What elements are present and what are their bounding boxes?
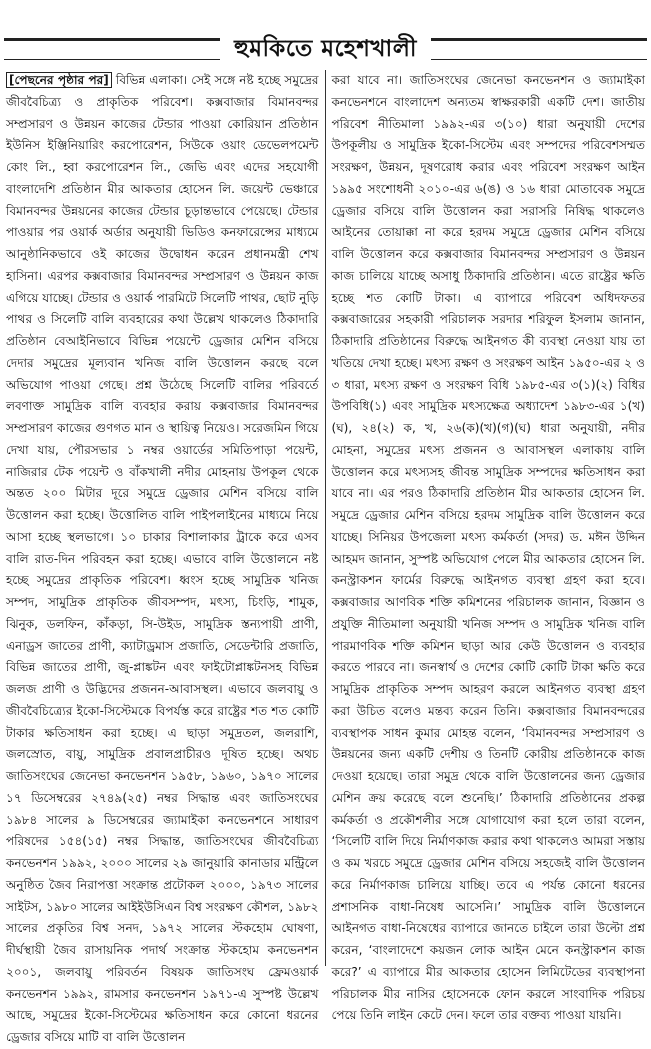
headline: হুমকিতে মহেশখালী bbox=[234, 35, 417, 62]
continued-from-label: [পেছনের পৃষ্ঠার পর] bbox=[6, 72, 112, 88]
article-column-right bbox=[326, 70, 646, 1023]
article-column-left bbox=[6, 70, 326, 1044]
article-body bbox=[6, 70, 645, 1044]
column-right-text: করা যাবে না। জাতিসংঘের জেনেভা কনভেনশন ও জ্যামাইকা কনভেনশনে বাংলাদেশ অন্যতম স্বাক্ষরকারী একটি দেশ। জাতীয় পরিবেশ নীতিমালা ১৯৯২-এর ৩(১০) ধারা অনুযায়ী দেশের উপকূলীয় ও সামুদ্রিক ইকো-সিস্টেম এবং সম্পদের পরিবেশসম্মত সংরক্ষণ, উন্নয়ন, দূষণরোধ করার এবং পরিবেশ সংরক্ষণ আইন ১৯৯৫ সংশোধনী ২০১০-এর ৬(ঙ) ও ১৬ ধারা মোতাবেক সমুদ্রে ড্রেজার বসিয়ে বালি উত্তোলন করা সরাসরি নিষিদ্ধ থাকলেও আইনের তোয়াক্কা না করে হরদম সমুদ্রে ড্রেজার মেশিন বসিয়ে বালি উত্তোলন করে কক্সবাজার বিমানবন্দর সম্প্রসারণ ও উন্নয়ন কাজ চালিয়ে যাচ্ছে অসাধু ঠিকাদারি প্রতিষ্ঠান। এতে রাষ্ট্রের ক্ষতি হচ্ছে শত কোটি টাকা। এ ব্যাপারে পরিবেশ অধিদফতর কক্সবাজারের সহকারী পরিচালক সরদার শরিফুল ইসলাম জানান, ঠিকাদারি প্রতিষ্ঠানের বিরুদ্ধে আইনগত কী ব্যবস্থা নেওয়া যায় তা খতিয়ে দেখা হচ্ছে। মৎস্য রক্ষণ ও সংরক্ষণ আইন ১৯৫০-এর ২ ও ৩ ধারা, মৎস্য রক্ষণ ও সংরক্ষণ বিধি ১৯৮৫-এর ৩(১)(২) বিধির উপবিধি(১) এবং সামুদ্রিক মৎস্যক্ষেত্র অধ্যাদেশ ১৯৮৩-এর ১(খ)(ঘ), ২৪(২) ক, খ, ২৬(ক)(খ)(গ)(ঘ) ধারা অনুযায়ী, নদীর মোহনা, সমুদ্রের মৎস্য প্রজনন ও আবাসস্থল এলাকায় বালি উত্তোলন করে মৎস্যসহ জীবন্ত সামুদ্রিক সম্পদের ক্ষতিসাধন করা যাবে না। এর পরও ঠিকাদারি প্রতিষ্ঠান মীর আকতার হোসেন লি. সমুদ্রে ড্রেজার মেশিন বসিয়ে হরদম সামুদ্রিক বালি উত্তোলন করে যাচ্ছে। সিনিয়র উপজেলা মৎস্য কর্মকর্তা (সদর) ড. মঈন উদ্দিন আহমদ জানান, সুস্পষ্ট অভিযোগ পেলে মীর আকতার হোসেন লি. কনস্ট্রাকশন ফার্মের বিরুদ্ধে আইনগত ব্যবস্থা গ্রহণ করা হবে। কক্সবাজার আণবিক শক্তি কমিশনের পরিচালক জানান, বিজ্ঞান ও প্রযুক্তি নীতিমালা অনুযায়ী খনিজ সম্পদ ও সামুদ্রিক খনিজ বালি পারমাণবিক শক্তি কমিশন ছাড়া আর কেউ উত্তোলন ও ব্যবহার করতে পারবে না। জনস্বার্থ ও দেশের কোটি কোটি টাকা ক্ষতি করে সামুদ্রিক প্রাকৃতিক সম্পদ আহরণ করলে আইনগত ব্যবস্থা গ্রহণ করা উচিত বলেও মন্তব্য করেন তিনি। কক্সবাজার বিমানবন্দরের ব্যবস্থাপক সাধন কুমার মোহন্ত বলেন, ‘বিমানবন্দর সম্প্রসারণ ও উন্নয়নের জন্য একটি দেশীয় ও তিনটি কোরীয় প্রতিষ্ঠানকে কাজ দেওয়া হয়েছে। তারা সমুদ্র থেকে বালি উত্তোলনের জন্য ড্রেজার মেশিন ক্রয় করেছে বলে শুনেছি।’ ঠিকাদারি প্রতিষ্ঠানের প্রকল্প কর্মকর্তা ও প্রকৌশলীর সঙ্গে যোগাযোগ করা হলে তারা বলেন, ‘সিলেটি বালি দিয়ে নির্মাণকাজ করার কথা থাকলেও আমরা সস্তায় ও কম খরচে সমুদ্রে ড্রেজার মেশিন বসিয়ে সহজেই বালি উত্তোলন করে নির্মাণকাজ চালিয়ে যাচ্ছি। তবে এ পর্যন্ত কোনো ধরনের প্রশাসনিক বাধা-নিষেধ আসেনি।’ সামুদ্রিক বালি উত্তোলনে আইনগত বাধা-নিষেধের ব্যাপারে জানতে চাইলে তারা উল্টো প্রশ্ন করেন, ‘বাংলাদেশে কয়জন লোক আইন মেনে কনস্ট্রাকশন কাজ করে?’ এ ব্যাপারে মীর আকতার হোসেন লিমিটেডের ব্যবস্থাপনা পরিচালক মীর নাসির হোসেনকে ফোন করলে সাংবাদিক পরিচয় পেয়ে তিনি লাইন কেটে দেন। ফলে তার বক্তব্য পাওয়া যায়নি। bbox=[331, 73, 645, 1023]
headline-bar bbox=[4, 32, 647, 66]
column-left-text: বিভিন্ন এলাকা। সেই সঙ্গে নষ্ট হচ্ছে সমুদ্রের জীববৈচিত্র্য ও প্রাকৃতিক পরিবেশ। কক্সবাজার বিমানবন্দর সম্প্রসারণ ও উন্নয়ন কাজের টেন্ডার পাওয়া কোরিয়ান প্রতিষ্ঠান ইউনিস ইঞ্জিনিয়ারিং করপোরেশন, সিউকে ওয়াং ডেভেলপমেন্ট কোং লি., হ্বা করপোরেশন লি., জেভি এবং এদের সহযোগী বাংলাদেশি প্রতিষ্ঠান মীর আকতার হোসেন লি. জয়েন্ট ভেঞ্চারে বিমানবন্দর উন্নয়নের কাজের টেন্ডার চূড়ান্তভাবে পেয়েছে। টেন্ডার পাওয়ার পর ওয়ার্ক অর্ডার অনুযায়ী ভিডিও কনফারেন্সের মাধ্যমে আনুষ্ঠানিকভাবে ওই কাজের উদ্বোধন করেন প্রধানমন্ত্রী শেখ হাসিনা। এরপর কক্সবাজার বিমানবন্দর সম্প্রসারণ ও উন্নয়ন কাজ এগিয়ে যাচ্ছে। টেন্ডার ও ওয়ার্ক পারমিটে সিলেটি পাথর, ছোট নুড়ি পাথর ও সিলেটি বালি ব্যবহারের কথা উল্লেখ থাকলেও ঠিকাদারি প্রতিষ্ঠান বেআইনিভাবে বিভিন্ন পয়েন্টে ড্রেজার মেশিন বসিয়ে দেদার সমুদ্রের মূল্যবান খনিজ বালি উত্তোলন করছে বলে অভিযোগ পাওয়া গেছে। প্রশ্ন উঠেছে সিলেটি বালির পরিবর্তে লবণাক্ত সামুদ্রিক বালি ব্যবহার করায় কক্সবাজার বিমানবন্দর সম্প্রসারণ কাজের গুণগত মান ও স্থায়িত্ব নিয়েও। সরেজমিন গিয়ে দেখা যায়, পৌরসভার ১ নম্বর ওয়ার্ডের সমিতিপাড়া পয়েন্ট, নাজিরার টেক পয়েন্ট ও বাঁকখালী নদীর মোহনায় উপকূল থেকে অন্তত ২০০ মিটার দূরে সমুদ্রে ড্রেজার মেশিন বসিয়ে বালি উত্তোলন করা হচ্ছে। উত্তোলিত বালি পাইপলাইনের মাধ্যমে নিয়ে আসা হচ্ছে স্থলভাগে। ১০ চাকার বিশালাকার ট্রাকে করে এসব বালি রাত-দিন পরিবহন করা হচ্ছে। এভাবে বালি উত্তোলনে নষ্ট হচ্ছে সমুদ্রের প্রাকৃতিক পরিবেশ। ধ্বংস হচ্ছে সামুদ্রিক খনিজ সম্পদ, সামুদ্রিক প্রাকৃতিক জীবসম্পদ, মৎস্য, চিংড়ি, শামুক, ঝিনুক, ডলফিন, কাঁকড়া, সি-উইড, সামুদ্রিক স্তন্যপায়ী প্রাণী, এনাড্রস জাতের প্রাণী, ক্যাটাড্রমাস প্রজাতি, সেডেন্টারি প্রজাতি, বিভিন্ন জাতের প্রাণী, জু-প্লাঙ্কটন এবং ফাইটোপ্লাঙ্কটনসহ বিভিন্ন জলজ প্রাণী ও উদ্ভিদের প্রজনন-আবাসস্থল। এভাবে জলবায়ু ও জীববৈচিত্র্যের ইকো-সিস্টেমকে বিপর্যস্ত করে রাষ্ট্রের শত শত কোটি টাকার ক্ষতিসাধন করা হচ্ছে। এ ছাড়া সমুদ্রতল, জলরাশি, জলস্রোত, বায়ু, সামুদ্রিক প্রবালপ্রাচীরও দূষিত হচ্ছে। অথচ জাতিসংঘের জেনেভা কনভেনশন ১৯৫৮, ১৯৬০, ১৯৭০ সালের ১৭ ডিসেম্বরের ২৭৪৯(২৫) নম্বর সিদ্ধান্ত এবং জাতিসংঘের ১৯৮৪ সালের ৯ ডিসেম্বরের জ্যামাইকা কনভেনশনে সাধারণ পরিষদের ১৫৪(১৫) নম্বর সিদ্ধান্ত, জাতিসংঘের জীববৈচিত্র্য কনভেনশন ১৯৯২, ২০০০ সালের ২৯ জানুয়ারি কানাডার মন্ট্রিলে অনুষ্ঠিত জৈব নিরাপত্তা সংক্রান্ত প্রটোকল ২০০০, ১৯৭৩ সালের সাইটস, ১৯৮০ সালের আইইউসিএন বিশ্ব সংরক্ষণ কৌশল, ১৯৮২ সালের প্রকৃতির বিশ্ব সনদ, ১৯৭২ সালের স্টকহোম ঘোষণা, দীর্ঘস্থায়ী জৈব রাসায়নিক পদার্থ সংক্রান্ত স্টকহোম কনভেনশন ২০০১, জলবায়ু পরিবর্তন বিষয়ক জাতিসংঘ ফ্রেমওয়ার্ক কনভেনশন ১৯৯২, রামসার কনভেনশন ১৯৭১-এ সুস্পষ্ট উল্লেখ আছে, সমুদ্রের ইকো-সিস্টেমের ক্ষতিসাধন করে কোনো ধরনের ড্রেজার বসিয়ে মাটি বা বালি উত্তোলন bbox=[6, 73, 319, 1044]
